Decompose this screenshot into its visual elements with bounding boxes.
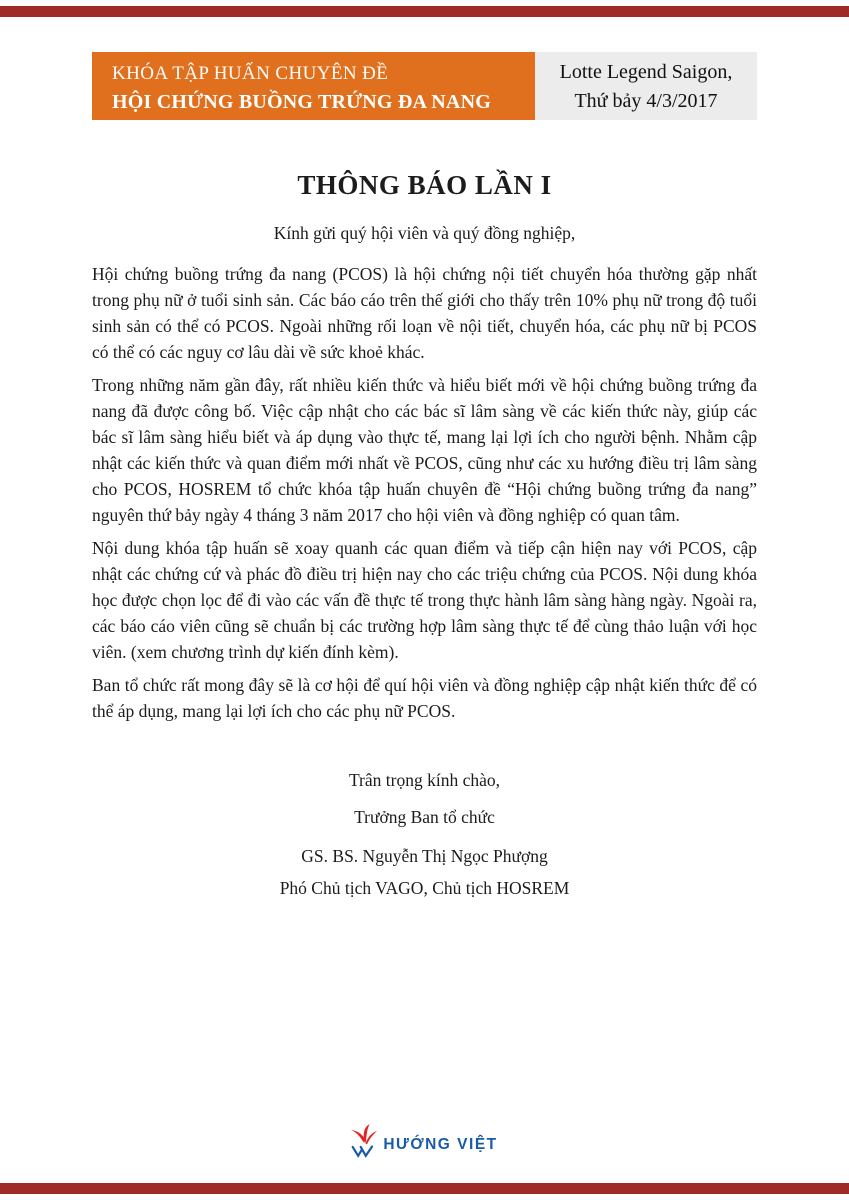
letterhead xyxy=(92,52,757,120)
venue-date-box xyxy=(535,52,757,120)
bottom-accent-bar xyxy=(0,1183,849,1194)
logo-icon-petals xyxy=(351,1124,377,1144)
paragraph-3: Nội dung khóa tập huấn sẽ xoay quanh các quan điểm và tiếp cận hiện nay với PCOS, cập nhật các chứng cứ và phác đồ điều trị hiện nay cho các triệu chứng của PCOS. Nội dung khóa học được chọn lọc để đi vào các vấn đề thực tế trong thực hành lâm sàng hàng ngày. Ngoài ra, các báo cáo viên cũng sẽ chuẩn bị các trường hợp lâm sàng thực tế để cùng thảo luận với học viên. (xem chương trình dự kiến đính kèm). xyxy=(92,538,757,662)
letter-body xyxy=(92,261,757,731)
logo-icon-vv xyxy=(353,1146,372,1155)
footer-logo xyxy=(0,1124,849,1158)
event-date: Thứ bảy 4/3/2017 xyxy=(574,90,718,112)
event-banner-line1: KHÓA TẬP HUẤN CHUYÊN ĐỀ xyxy=(112,63,389,84)
closing-role: Trưởng Ban tổ chức xyxy=(354,807,495,827)
paragraph-2: Trong những năm gần đây, rất nhiều kiến thức và hiểu biết mới về hội chứng buồng trứng đa nang đã được công bố. Việc cập nhật cho các bác sĩ lâm sàng về các kiến thức này, giúp các bác sĩ lâm sàng hiểu biết và áp dụng vào thực tế, mang lại lợi ích cho người bệnh. Nhằm cập nhật các kiến thức và quan điểm mới nhất về PCOS, cũng như các xu hướng điều trị lâm sàng cho PCOS, HOSREM tổ chức khóa tập huấn chuyên đề “Hội chứng buồng trứng đa nang” nguyên thứ bảy ngày 4 tháng 3 năm 2017 cho hội viên và đồng nghiệp có quan tâm. xyxy=(92,375,757,525)
signer-title: Phó Chủ tịch VAGO, Chủ tịch HOSREM xyxy=(279,878,570,898)
salutation: Kính gửi quý hội viên và quý đồng nghiệp, xyxy=(273,223,576,243)
paragraph-1: Hội chứng buồng trứng đa nang (PCOS) là hội chứng nội tiết chuyển hóa thường gặp nhất trong phụ nữ ở tuổi sinh sản. Các báo cáo trên thế giới cho thấy trên 10% phụ nữ trong độ tuổi sinh sản có thể có PCOS. Ngoài những rối loạn về nội tiết, chuyển hóa, các phụ nữ bị PCOS có thể có các nguy cơ lâu dài về sức khoẻ khác. xyxy=(92,264,757,362)
top-accent-bar xyxy=(0,6,849,17)
signer-name: GS. BS. Nguyễn Thị Ngọc Phượng xyxy=(301,846,548,866)
venue-name: Lotte Legend Saigon, xyxy=(559,61,733,83)
event-banner-line2: HỘI CHỨNG BUỒNG TRỨNG ĐA NANG xyxy=(112,91,491,113)
footer-logo-text: HƯỚNG VIỆT xyxy=(383,1136,498,1153)
event-banner xyxy=(92,52,535,120)
paragraph-4: Ban tổ chức rất mong đây sẽ là cơ hội để quí hội viên và đồng nghiệp cập nhật kiến thức để có thể áp dụng, mang lại lợi ích cho các phụ nữ PCOS. xyxy=(92,675,757,721)
closing-regards: Trân trọng kính chào, xyxy=(348,770,500,790)
huong-viet-logo-icon xyxy=(351,1124,378,1158)
page-title: THÔNG BÁO LẦN I xyxy=(297,170,552,200)
